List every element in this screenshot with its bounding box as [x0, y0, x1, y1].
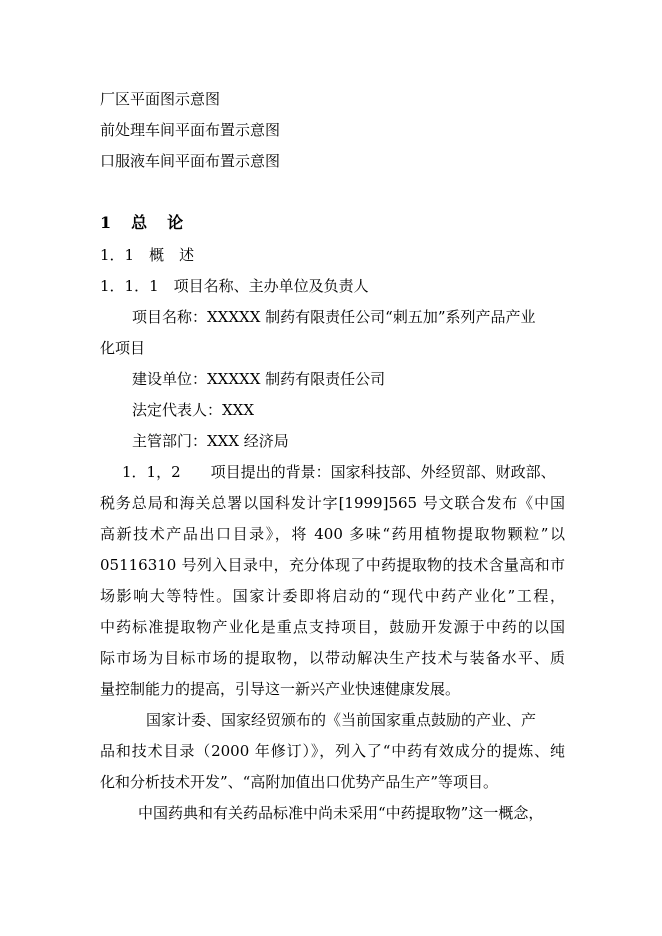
background-paragraph-line: 场影响大等特性。国家计委即将启动的“现代中药产业化”工程， [100, 587, 565, 605]
background-paragraph-line: 际市场为目标市场的提取物，以带动解决生产技术与装备水平、质 [100, 649, 565, 667]
catalog-paragraph-line: 国家计委、国家经贸颁布的《当前国家重点鼓励的产业、产 [146, 711, 537, 729]
figure-list-item: 厂区平面图示意图 [100, 90, 221, 108]
department-line: 主管部门：XXX 经济局 [132, 432, 289, 450]
background-paragraph-line: 高新技术产品出口目录》，将 400 多味“药用植物提取物颗粒”以 [100, 525, 565, 543]
project-name-line: 化项目 [100, 339, 146, 357]
chapter-title: 1 总 论 [100, 213, 186, 232]
background-paragraph-line: 中药标准提取物产业化是重点支持项目，鼓励开发源于中药的以国 [100, 618, 565, 636]
catalog-paragraph-line: 化和分析技术开发”、“高附加值出口优势产品生产”等项目。 [100, 773, 499, 791]
section-title: 1．1 概 述 [100, 246, 195, 264]
figure-list-item: 口服液车间平面布置示意图 [100, 152, 281, 170]
background-paragraph-line: 05116310 号列入目录中，充分体现了中药提取物的技术含量高和市 [100, 556, 565, 574]
catalog-paragraph-line: 品和技术目录（2000 年修订）》，列入了“中药有效成分的提炼、纯 [100, 742, 565, 760]
background-paragraph-line: 税务总局和海关总署以国科发计字[1999]565 号文联合发布《中国 [100, 494, 565, 512]
subsection-title: 1．1．1 项目名称、主办单位及负责人 [100, 277, 369, 295]
project-name-line: 项目名称：XXXXX 制药有限责任公司“刺五加”系列产品产业 [132, 308, 536, 326]
figure-list-item: 前处理车间平面布置示意图 [100, 121, 281, 139]
builder-line: 建设单位：XXXXX 制药有限责任公司 [132, 370, 386, 388]
background-paragraph-line: 1．1，2 项目提出的背景：国家科技部、外经贸部、财政部、 [122, 463, 556, 481]
pharmacopoeia-paragraph-line: 中国药典和有关药品标准中尚未采用“中药提取物”这一概念， [138, 804, 544, 822]
background-paragraph-line: 量控制能力的提高，引导这一新兴产业快速健康发展。 [100, 680, 461, 698]
legal-representative-line: 法定代表人：XXX [132, 401, 255, 419]
